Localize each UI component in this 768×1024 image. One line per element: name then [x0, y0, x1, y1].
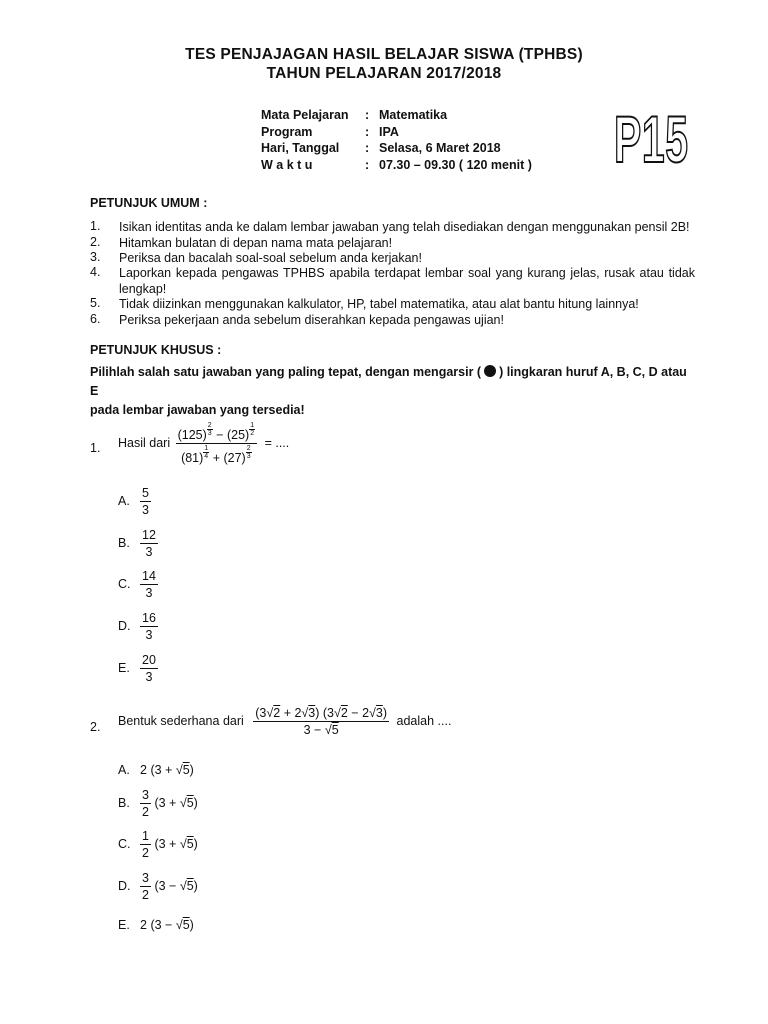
instruction-number: 6.	[90, 312, 101, 326]
general-instructions-heading: PETUNJUK UMUM :	[90, 196, 208, 210]
fraction-numerator: 14	[142, 569, 156, 583]
document-subtitle: TAHUN PELAJARAN 2017/2018	[266, 65, 502, 82]
exponent-den: 3	[246, 453, 251, 460]
specific-instructions-heading: PETUNJUK KHUSUS :	[90, 343, 222, 357]
info-label: W a k t u	[261, 158, 313, 172]
option-label: D.	[118, 878, 131, 893]
option-label: C.	[118, 836, 131, 851]
exponent-num: 2	[246, 445, 251, 452]
option-label: B.	[118, 535, 130, 550]
option-expr: )	[193, 836, 198, 851]
radicand: 3	[375, 706, 383, 720]
exponent	[249, 422, 255, 437]
question-prefix: Bentuk sederhana dari	[118, 713, 244, 728]
option-fraction	[140, 611, 158, 642]
radicand: 5	[186, 795, 194, 810]
expr-part: − 2	[347, 706, 370, 720]
exponent-den: 2	[250, 430, 255, 437]
question-expression: $\frac{(3√2 + 2√3) (3√2 - 2√3)}{3 - √5}$	[255, 706, 388, 737]
answer-option[interactable]: B. $\frac{3}{2}$ (3 + √5)	[118, 788, 198, 819]
exponent-num: 1	[204, 445, 209, 452]
expr-part: + 2	[280, 706, 302, 720]
instruction-text: Tidak diizinkan menggunakan kalkulator, HP, tabel matematika, atau alat bantu hitung lainnya!	[119, 297, 639, 311]
info-label: Program	[261, 125, 313, 139]
exponent	[246, 445, 252, 460]
exponent	[207, 422, 213, 437]
fraction-denominator: 2	[142, 888, 149, 902]
expr-term: (25)	[226, 428, 250, 442]
exponent-den: 3	[207, 430, 212, 437]
option-expr: (3 −	[154, 878, 180, 893]
option-expr: (3 +	[154, 795, 180, 810]
answer-option[interactable]: D. $\frac{3}{2}$ (3 − √5)	[118, 871, 198, 902]
instruction-text: Periksa pekerjaan anda sebelum diserahkan kepada pengawas ujian!	[119, 313, 504, 327]
question-number: 1.	[90, 441, 101, 455]
fraction-denominator: 3	[145, 628, 153, 642]
specific-instructions-text	[90, 363, 695, 420]
info-row-program	[261, 125, 399, 139]
expr-term: (27)	[223, 451, 246, 465]
instruction-text-part: Pilihlah salah satu jawaban yang paling tepat, dengan mengarsir (	[90, 365, 482, 379]
answer-option[interactable]: A. 2 (3 + √5)	[118, 763, 194, 777]
radicand: 2	[340, 706, 348, 720]
fraction-denominator: 3	[145, 586, 153, 600]
fraction-denominator: 3	[142, 503, 149, 517]
answer-option[interactable]: C. $\frac{1}{2}$ (3 + √5)	[118, 829, 198, 860]
instruction-text-part: pada lembar jawaban yang tersedia!	[90, 403, 305, 417]
option-expr: (3 −	[150, 918, 176, 932]
info-row-subject	[261, 108, 447, 122]
exponent	[203, 445, 209, 460]
expr-part: )	[382, 706, 388, 720]
fraction-numerator: 20	[142, 653, 156, 667]
info-value: Selasa, 6 Maret 2018	[379, 141, 501, 155]
exponent-den: 4	[204, 453, 209, 460]
option-label: E.	[118, 660, 130, 675]
exponent-num: 1	[250, 422, 255, 429]
operator: −	[216, 428, 224, 442]
instruction-text: Hitamkan bulatan di depan nama mata pelajaran!	[119, 236, 393, 250]
option-coefficient: 2	[140, 763, 147, 777]
question-suffix: adalah ....	[396, 713, 452, 728]
document-title: TES PENJAJAGAN HASIL BELAJAR SISWA (TPHBS)	[185, 46, 583, 63]
option-fraction	[140, 653, 158, 684]
answer-option[interactable]	[118, 486, 151, 517]
answer-option[interactable]: E. 2 (3 − √5)	[118, 918, 194, 932]
instruction-number: 5.	[90, 296, 101, 310]
fraction-denominator: 3	[145, 545, 153, 559]
option-fraction	[140, 788, 151, 819]
info-sep: :	[365, 158, 370, 172]
question-prefix: Hasil dari	[118, 435, 171, 450]
radicand: 5	[182, 918, 190, 932]
info-value: 07.30 – 09.30 ( 120 menit )	[379, 158, 532, 172]
instruction-text: Laporkan kepada pengawas TPHBS apabila terdapat lembar soal yang kurang jelas, rusak atau tidak lengkap!	[119, 266, 695, 296]
option-expr: )	[193, 795, 198, 810]
radicand: 3	[308, 706, 316, 720]
option-label: C.	[118, 576, 131, 591]
question-number: 2.	[90, 720, 101, 734]
info-label: Hari, Tanggal	[261, 141, 340, 155]
radicand: 5	[331, 723, 339, 737]
fraction-numerator: 12	[142, 528, 156, 542]
option-expr: )	[189, 763, 194, 777]
info-sep: :	[365, 141, 370, 155]
option-fraction	[140, 871, 151, 902]
answer-option[interactable]	[118, 569, 158, 600]
option-label: E.	[118, 918, 130, 932]
expr-part: ) (3	[315, 706, 334, 720]
option-fraction	[140, 829, 151, 860]
filled-circle-icon	[484, 365, 496, 377]
fraction-denominator: 2	[142, 846, 149, 860]
info-value: IPA	[379, 125, 399, 139]
expr-term: (125)	[177, 428, 207, 442]
info-sep: :	[365, 108, 370, 122]
option-fraction	[140, 569, 158, 600]
question-expression	[176, 422, 258, 465]
expr-part: 3 −	[303, 723, 325, 737]
operator: +	[212, 451, 220, 465]
option-label: B.	[118, 795, 130, 810]
info-row-time	[261, 158, 532, 172]
fraction-numerator: 3	[142, 788, 149, 802]
instruction-text-part: ) lingkaran huruf A, B, C, D atau E	[90, 365, 687, 398]
fraction-denominator: 3	[145, 670, 153, 684]
radicand: 2	[273, 706, 281, 720]
radicand: 5	[182, 763, 190, 777]
fraction-numerator: 1	[142, 829, 149, 843]
radicand: 5	[186, 836, 194, 851]
exponent-num: 2	[207, 422, 212, 429]
fraction-denominator: 2	[142, 805, 149, 819]
option-expr: (3 +	[154, 836, 180, 851]
option-fraction	[140, 528, 158, 559]
instruction-number: 3.	[90, 250, 101, 264]
info-label: Mata Pelajaran	[261, 108, 349, 122]
option-label: D.	[118, 618, 131, 633]
radicand: 5	[186, 878, 194, 893]
info-value: Matematika	[379, 108, 448, 122]
instruction-number: 1.	[90, 219, 101, 233]
expr-term: (81)	[181, 451, 204, 465]
option-label: A.	[118, 493, 130, 508]
fraction-numerator: 16	[142, 611, 156, 625]
instruction-number: 4.	[90, 265, 101, 279]
expr-part: (3	[255, 706, 267, 720]
info-row-date	[261, 141, 501, 155]
fraction-numerator: 5	[142, 486, 149, 500]
question-2	[118, 706, 451, 737]
answer-option[interactable]	[118, 653, 158, 684]
package-code-badge: P15	[614, 102, 689, 176]
question-1	[118, 422, 289, 465]
option-expr: )	[189, 918, 194, 932]
instruction-number: 2.	[90, 235, 101, 249]
option-label: A.	[118, 763, 130, 777]
instruction-text: Periksa dan bacalah soal-soal sebelum anda kerjakan!	[119, 251, 422, 265]
option-expr: (3 +	[150, 763, 176, 777]
option-expr: )	[193, 878, 198, 893]
fraction-numerator: 3	[142, 871, 149, 885]
answer-option[interactable]	[118, 528, 158, 559]
option-fraction	[140, 486, 151, 517]
answer-option[interactable]	[118, 611, 158, 642]
instruction-text: Isikan identitas anda ke dalam lembar jawaban yang telah disediakan dengan menggunakan pensil 2B!	[119, 220, 690, 234]
info-sep: :	[365, 125, 370, 139]
question-suffix: = ....	[264, 435, 290, 450]
option-coefficient: 2	[140, 918, 147, 932]
